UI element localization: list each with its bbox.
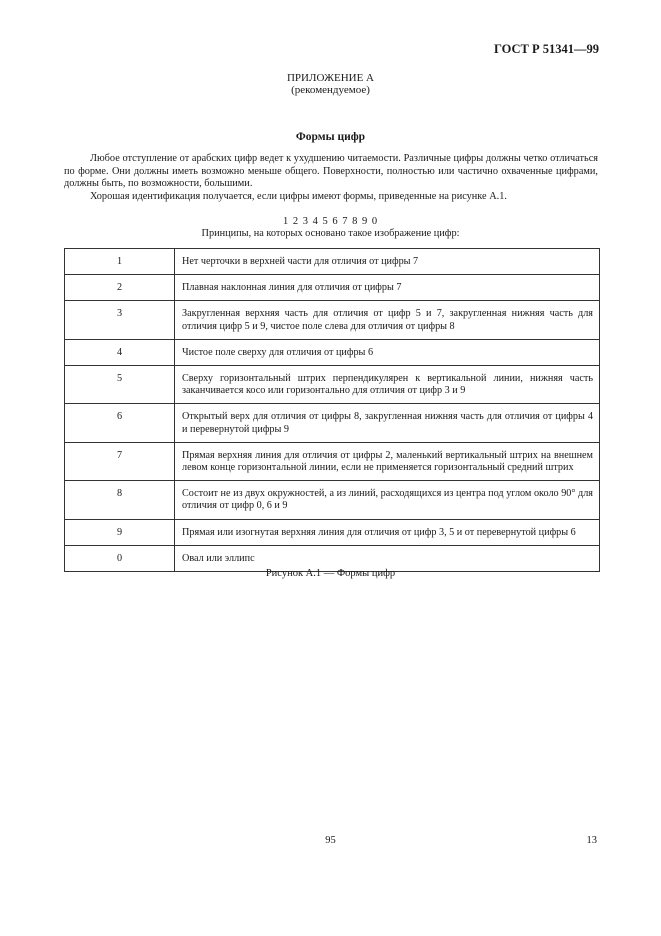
description-cell: Закругленная верхняя часть для отличия от цифр 5 и 7, закругленная нижняя часть для отличия цифр 5 и 9, чистое поле слева для отличия от цифры 8 [175,301,600,339]
table-row [65,249,600,275]
body-text [64,153,598,203]
table-row [65,339,600,365]
section-title: Формы цифр [295,131,366,143]
digits-sample: 1 2 3 4 5 6 7 8 9 0 [282,216,379,227]
appendix-title: ПРИЛОЖЕНИЕ А [286,72,374,84]
paragraph: Хорошая идентификация получается, если цифры имеют формы, приведенные на рисунке А.1. [90,190,507,202]
paragraph: Любое отступление от арабских цифр ведет к ухудшению читаемости. Различные цифры должны четко отличаться по форме. Они должны иметь возможно меньше общего. Поверхности, полностью или частично охваченные цифрами, должны быть, по возможности, большими. [64,153,598,190]
document-code: ГОСТ Р 51341—99 [493,42,599,56]
figure-caption: Рисунок А.1 — Формы цифр [265,568,396,579]
description-cell: Плавная наклонная линия для отличия от цифры 7 [175,275,600,301]
digit-cell: 9 [65,519,175,545]
appendix-subtitle: (рекомендуемое) [291,84,370,96]
table-row [65,366,600,404]
digit-cell: 5 [65,366,175,404]
description-cell: Прямая верхняя линия для отличия от цифры 2, маленький вертикальный штрих на внешнем левом конце горизонтальной линии, если не применяется горизонтальный средний штрих [175,442,600,480]
description-cell: Овал или эллипс [175,545,600,571]
table-row [65,519,600,545]
digit-cell: 6 [65,404,175,442]
appendix-heading [0,72,661,96]
description-cell: Нет черточки в верхней части для отличия от цифры 7 [175,249,600,275]
digit-forms-table [64,248,600,572]
table-row [65,404,600,442]
description-cell: Состоит не из двух окружностей, а из линий, расходящихся из центра под углом около 90° для отличия от цифр 0, 6 и 9 [175,481,600,519]
description-cell: Сверху горизонтальный штрих перпендикулярен к вертикальной линии, нижняя часть заканчивается косо или горизонтально для отличия от цифр 3 и 9 [175,366,600,404]
digit-cell: 2 [65,275,175,301]
table-row [65,275,600,301]
digit-cell: 8 [65,481,175,519]
table-row [65,481,600,519]
digit-cell: 1 [65,249,175,275]
digit-cell: 0 [65,545,175,571]
description-cell: Чистое поле сверху для отличия от цифры 6 [175,339,600,365]
table-row [65,301,600,339]
digit-cell: 4 [65,339,175,365]
principles-intro: Принципы, на которых основано такое изображение цифр: [201,228,460,239]
page-number-center: 95 [325,835,336,846]
table-row [65,442,600,480]
digit-cell: 3 [65,301,175,339]
page-number-right: 13 [586,835,597,846]
digit-cell: 7 [65,442,175,480]
description-cell: Прямая или изогнутая верхняя линия для отличия от цифр 3, 5 и от перевернутой цифры 6 [175,519,600,545]
description-cell: Открытый верх для отличия от цифры 8, закругленная нижняя часть для отличия от цифры 4 и перевернутой цифры 9 [175,404,600,442]
